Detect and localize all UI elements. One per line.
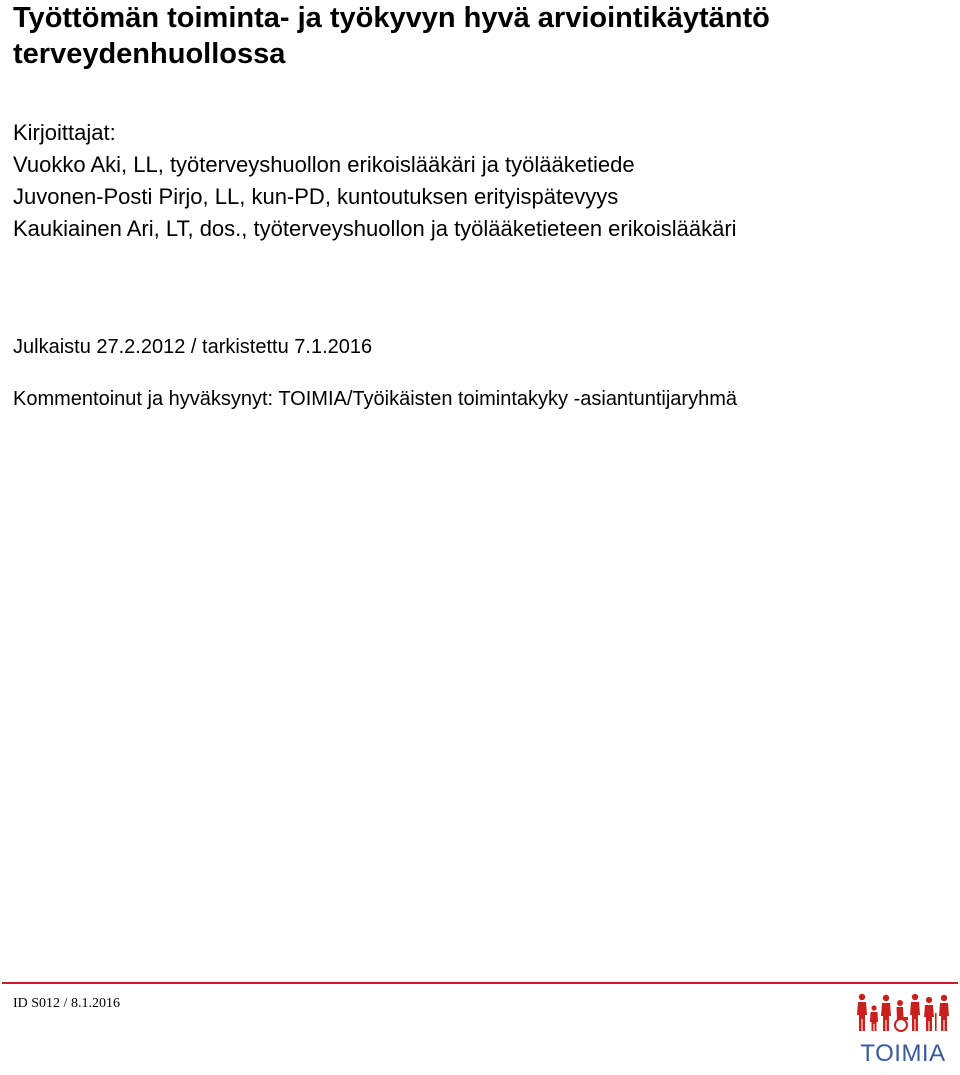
approval-statement: Kommentoinut ja hyväksynyt: TOIMIA/Työikäisten toimintakyky -asiantuntijaryhmä [13,388,737,410]
footer-divider [2,982,958,984]
logo-wordmark: TOIMIA [860,1040,946,1067]
authors-label: Kirjoittajat: [13,120,116,145]
footer-document-id: ID S012 / 8.1.2016 [13,996,120,1011]
publication-date: Julkaistu 27.2.2012 / tarkistettu 7.1.2016 [13,336,373,358]
author-line: Vuokko Aki, LL, työterveyshuollon erikoislääkäri ja työlääketiede [13,152,635,177]
author-line: Juvonen-Posti Pirjo, LL, kun-PD, kuntoutuksen erityispätevyys [13,184,619,209]
author-line: Kaukiainen Ari, LT, dos., työterveyshuollon ja työlääketieteen erikoislääkäri [13,216,737,241]
authors-block [13,117,948,245]
toimia-logo [855,993,951,1071]
people-figures-icon [855,993,951,1033]
document-title: Työttömän toiminta- ja työkyvyn hyvä arviointikäytäntö terveydenhuollossa [13,2,770,70]
